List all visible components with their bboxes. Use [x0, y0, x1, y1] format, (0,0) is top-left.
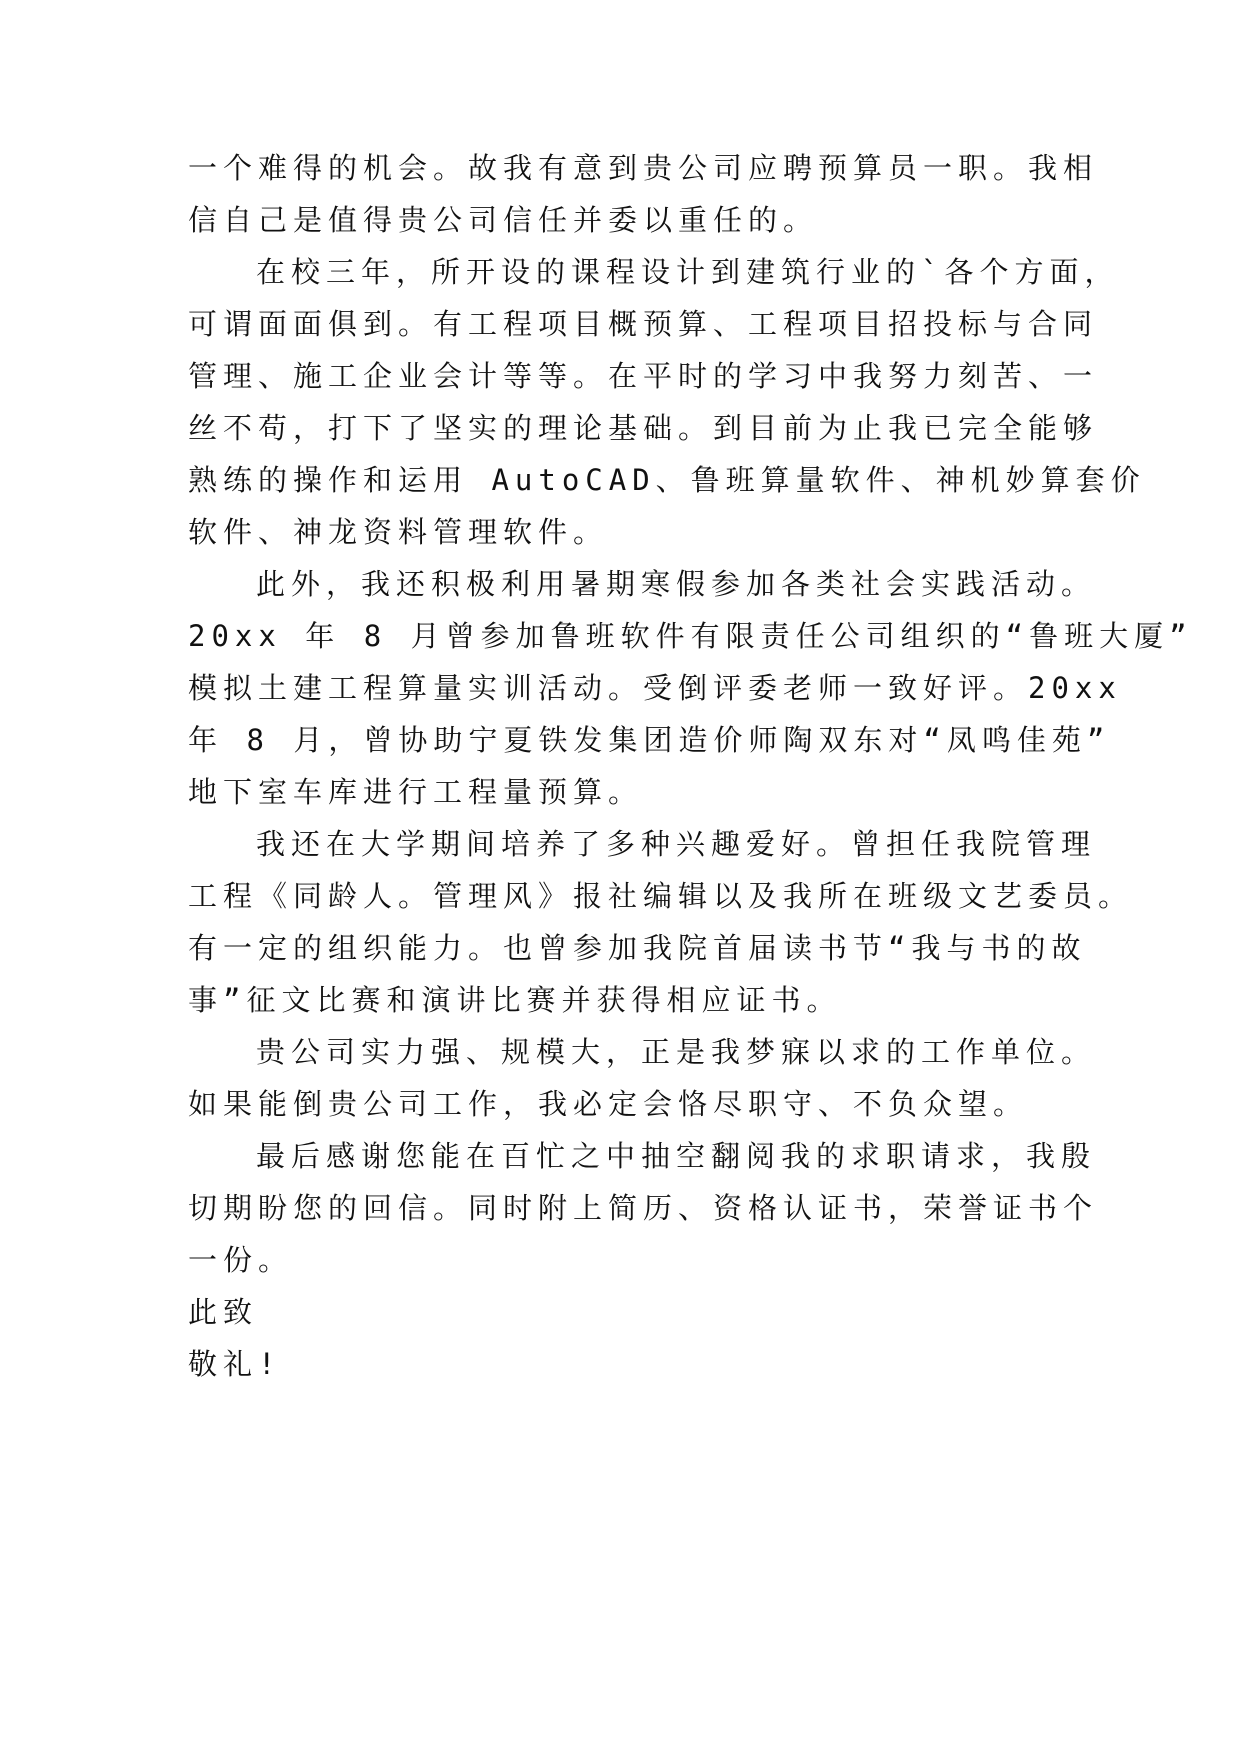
- body-text-line: 切期盼您的回信。同时附上简历、资格认证书，荣誉证书个: [188, 1191, 1099, 1225]
- body-text-line: 一个难得的机会。故我有意到贵公司应聘预算员一职。我相: [188, 151, 1099, 185]
- body-text-line: 可谓面面俱到。有工程项目概预算、工程项目招投标与合同: [188, 307, 1099, 341]
- body-text-line: 信自己是值得贵公司信任并委以重任的。: [188, 203, 819, 237]
- body-text-line: 管理、施工企业会计等等。在平时的学习中我努力刻苦、一: [188, 359, 1099, 393]
- paragraph-first-line: 此外，我还积极利用暑期寒假参加各类社会实践活动。: [256, 567, 1097, 601]
- body-text-line: 如果能倒贵公司工作，我必定会恪尽职守、不负众望。: [188, 1087, 1029, 1121]
- body-text-line: 工程《同龄人。管理风》报社编辑以及我所在班级文艺委员。: [188, 879, 1134, 913]
- body-text-line: 年 8 月，曾协助宁夏铁发集团造价师陶双东对“凤鸣佳苑”: [188, 723, 1111, 757]
- body-text-line: 软件、神龙资料管理软件。: [188, 515, 609, 549]
- paragraph-first-line: 我还在大学期间培养了多种兴趣爱好。曾担任我院管理: [256, 827, 1097, 861]
- paragraph-first-line: 贵公司实力强、规模大，正是我梦寐以求的工作单位。: [256, 1035, 1097, 1069]
- body-text-line: 丝不苟，打下了坚实的理论基础。到目前为止我已完全能够: [188, 411, 1099, 445]
- closing-salutation: 此致: [188, 1295, 259, 1329]
- paragraph-first-line: 最后感谢您能在百忙之中抽空翻阅我的求职请求，我殷: [256, 1139, 1097, 1173]
- closing-regards: 敬礼!: [188, 1347, 282, 1381]
- body-text-line: 地下室车库进行工程量预算。: [188, 775, 644, 809]
- body-text-line: 有一定的组织能力。也曾参加我院首届读书节“我与书的故: [188, 931, 1087, 965]
- body-text-line: 模拟土建工程算量实训活动。受倒评委老师一致好评。20xx: [188, 671, 1122, 705]
- body-text-line: 熟练的操作和运用 AutoCAD、鲁班算量软件、神机妙算套价: [188, 463, 1146, 497]
- body-text-line: 一份。: [188, 1243, 294, 1277]
- body-text-line: 20xx 年 8 月曾参加鲁班软件有限责任公司组织的“鲁班大厦”: [188, 619, 1193, 653]
- body-text-line: 事”征文比赛和演讲比赛并获得相应证书。: [188, 983, 842, 1017]
- paragraph-first-line: 在校三年，所开设的课程设计到建筑行业的`各个方面，: [256, 255, 1120, 289]
